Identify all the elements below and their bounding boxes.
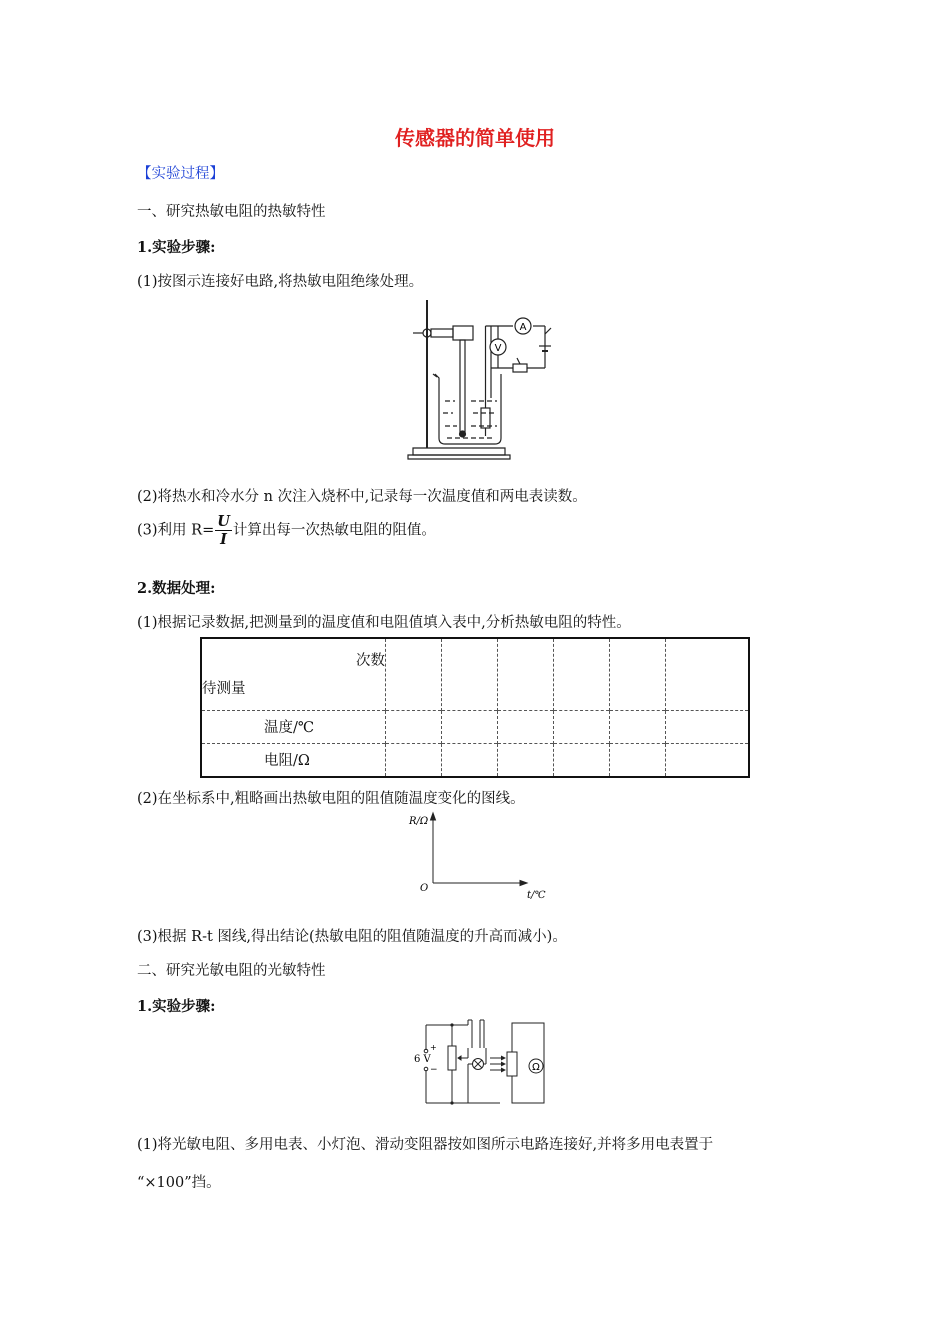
thermistor-apparatus-figure <box>405 298 555 462</box>
slide-rheostat <box>448 1046 456 1070</box>
part1-step3 <box>137 513 436 548</box>
part1-step1: (1)按图示连接好电路,将热敏电阻绝缘处理。 <box>137 274 424 290</box>
part1-heading: 一、研究热敏电阻的热敏特性 <box>137 204 326 220</box>
part2-step1-line2: “×100”挡。 <box>137 1175 221 1191</box>
part2-heading: 二、研究光敏电阻的光敏特性 <box>137 963 326 979</box>
step3-prefix: (3)利用 R= <box>137 522 215 539</box>
origin-label: O <box>420 883 429 894</box>
part2-step1-line1: (1)将光敏电阻、多用电表、小灯泡、滑动变阻器按如图所示电路连接好,并将多用电表置于 <box>137 1137 714 1153</box>
table-cell[interactable] <box>386 743 442 777</box>
part1-steps-heading: 1.实验步骤: <box>137 239 216 256</box>
table-row <box>201 711 749 744</box>
ohmmeter-label: Ω <box>532 1062 540 1073</box>
x-axis-arrow <box>520 881 527 886</box>
table-cell[interactable] <box>497 638 553 711</box>
table-cell[interactable] <box>665 638 749 711</box>
table-cell[interactable] <box>386 711 442 744</box>
table-cell[interactable] <box>441 638 497 711</box>
fraction-denominator: I <box>220 531 227 548</box>
photoresistor-circuit-figure <box>412 1018 552 1110</box>
table-cell[interactable] <box>386 638 442 711</box>
thermometer <box>460 340 465 432</box>
table-cell[interactable] <box>497 711 553 744</box>
data-table <box>200 637 750 778</box>
stand-base <box>413 448 505 455</box>
y-axis-label: R/Ω <box>409 816 429 827</box>
table-header-row <box>201 638 749 711</box>
part1-data2: (2)在坐标系中,粗略画出热敏电阻的阻值随温度变化的图线。 <box>137 791 525 807</box>
table-cell[interactable] <box>553 638 609 711</box>
table-cell[interactable] <box>609 711 665 744</box>
table-cell[interactable] <box>553 711 609 744</box>
table-cell[interactable] <box>441 743 497 777</box>
voltmeter-label: V <box>494 343 502 354</box>
fraction-numerator: U <box>217 513 230 530</box>
r-t-axes-figure <box>405 810 565 902</box>
table-cell[interactable] <box>665 711 749 744</box>
corner-bottom-label: 待测量 <box>202 681 246 697</box>
photoresistor <box>507 1052 517 1076</box>
part1-data-heading: 2.数据处理: <box>137 580 216 597</box>
y-axis-arrow <box>431 813 436 820</box>
table-corner-cell <box>201 638 386 711</box>
part1-data3: (3)根据 R-t 图线,得出结论(热敏电阻的阻值随温度的升高而减小)。 <box>137 929 567 945</box>
thermistor <box>481 408 490 428</box>
table-cell[interactable] <box>497 743 553 777</box>
row-label-resistance: 电阻/Ω <box>201 743 386 777</box>
table-row <box>201 743 749 777</box>
section-tag: 【实验过程】 <box>137 166 224 182</box>
step3-suffix: 计算出每一次热敏电阻的阻值。 <box>232 522 436 539</box>
part2-steps-heading: 1.实验步骤: <box>137 998 216 1015</box>
ammeter-label: A <box>519 322 527 333</box>
corner-top-label: 次数 <box>356 653 385 669</box>
table-cell[interactable] <box>609 638 665 711</box>
table-cell[interactable] <box>441 711 497 744</box>
part1-data1: (1)根据记录数据,把测量到的温度值和电阻值填入表中,分析热敏电阻的特性。 <box>137 615 631 631</box>
x-axis-label: t/℃ <box>527 890 546 901</box>
table-cell[interactable] <box>553 743 609 777</box>
ohm-law-fraction <box>215 513 232 548</box>
table-cell[interactable] <box>665 743 749 777</box>
plus-label: + <box>430 1043 437 1052</box>
rheostat <box>513 364 527 372</box>
table-cell[interactable] <box>609 743 665 777</box>
voltage-label: 6 V <box>414 1054 431 1065</box>
part1-step2: (2)将热水和冷水分 n 次注入烧杯中,记录每一次温度值和两电表读数。 <box>137 489 587 505</box>
minus-label: − <box>430 1065 438 1075</box>
row-label-temperature: 温度/℃ <box>201 711 386 744</box>
page-title: 传感器的简单使用 <box>395 126 555 150</box>
